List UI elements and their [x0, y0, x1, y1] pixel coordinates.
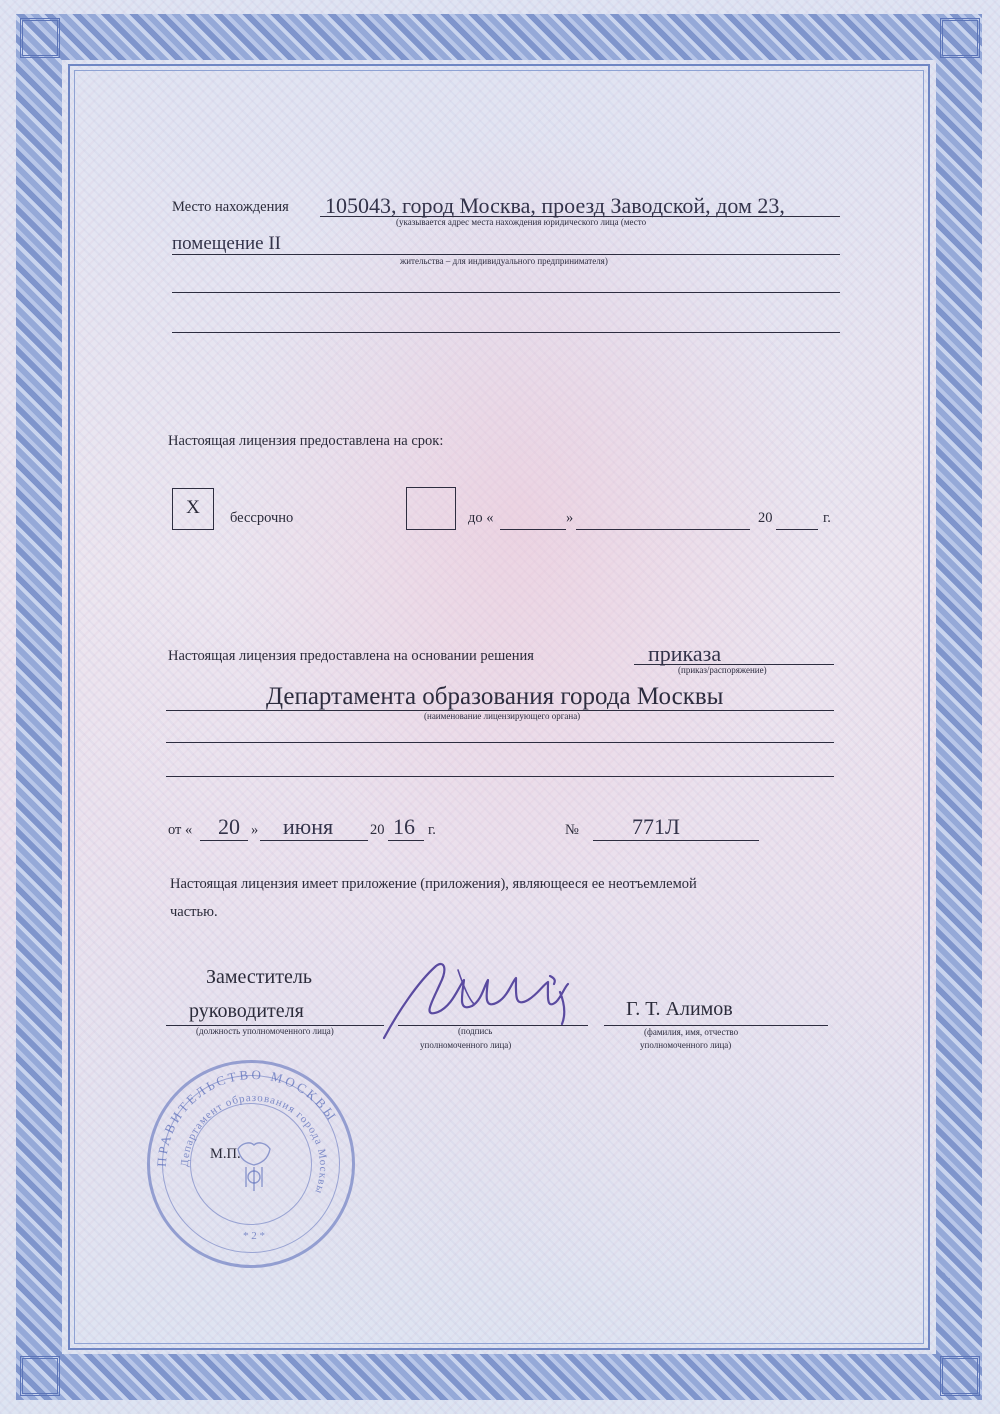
position-line2: руководителя	[189, 1000, 304, 1022]
corner-ornament-tl	[20, 18, 60, 58]
name-underline	[604, 1025, 828, 1026]
location-value-line2: помещение II	[172, 233, 281, 254]
corner-ornament-bl	[20, 1356, 60, 1396]
stamp-number-text: * 2 *	[243, 1230, 265, 1242]
stamp-outer-text: ПРАВИТЕЛЬСТВО МОСКВЫ	[153, 1066, 341, 1168]
term-day-underline	[500, 529, 566, 530]
term-year-suffix: г.	[823, 510, 831, 526]
basis-authority: Департамента образования города Москвы	[266, 683, 724, 710]
date-prefix: от «	[168, 822, 193, 838]
location-label: Место нахождения	[172, 199, 289, 215]
date-quote-close: »	[251, 822, 259, 838]
term-year-prefix: 20	[758, 510, 773, 526]
stamp-inner-text: Департамент образования города Москвы	[178, 1091, 330, 1196]
stamp-text-art	[150, 1063, 358, 1271]
official-stamp	[147, 1060, 355, 1268]
number-label: №	[565, 822, 579, 838]
appendix-line2: частью.	[170, 904, 218, 920]
signature-caption-2: уполномоченного лица)	[420, 1040, 512, 1050]
basis-authority-caption: (наименование лицензирующего органа)	[424, 711, 581, 721]
stamp-mp-label: М.П.	[210, 1146, 241, 1162]
location-underline-2	[172, 254, 840, 255]
term-unlimited-checkbox: X	[172, 488, 214, 530]
basis-label: Настоящая лицензия предоставлена на основании решения	[168, 648, 534, 664]
term-unlimited-label: бессрочно	[230, 510, 294, 526]
date-month: июня	[283, 814, 334, 839]
signatory-name: Г. Т. Алимов	[626, 998, 733, 1020]
signature-caption-1: (подпись	[458, 1026, 493, 1036]
basis-decision-caption: (приказ/распоряжение)	[678, 665, 767, 675]
location-caption-2: жительства – для индивидуального предпринимателя)	[400, 256, 608, 266]
number-underline	[593, 840, 759, 841]
corner-ornament-tr	[940, 18, 980, 58]
location-value-line1: 105043, город Москва, проезд Заводской, дом 23,	[325, 193, 785, 218]
basis-underline-3	[166, 776, 834, 777]
date-day-underline	[200, 840, 248, 841]
stamp-emblem-icon	[238, 1143, 270, 1191]
term-year-underline	[776, 529, 818, 530]
date-year-end: г.	[428, 822, 436, 838]
date-year-prefix: 20	[370, 822, 385, 838]
location-caption-1: (указывается адрес места нахождения юридического лица (место	[396, 217, 647, 227]
signature-underline	[398, 1025, 588, 1026]
corner-ornament-br	[940, 1356, 980, 1396]
term-label: Настоящая лицензия предоставлена на срок:	[168, 433, 444, 449]
date-year-suffix: 16	[393, 814, 415, 839]
basis-decision-type: приказа	[648, 641, 722, 666]
name-caption-1: (фамилия, имя, отчество	[644, 1027, 739, 1037]
date-year-underline	[388, 840, 424, 841]
appendix-line1: Настоящая лицензия имеет приложение (приложения), являющееся ее неотъемлемой	[170, 876, 697, 892]
position-caption: (должность уполномоченного лица)	[196, 1026, 334, 1036]
date-day: 20	[218, 814, 240, 839]
license-number: 771Л	[632, 814, 680, 839]
location-underline-3	[172, 292, 840, 293]
term-dated-checkbox	[406, 487, 456, 530]
term-month-underline	[576, 529, 750, 530]
term-dated-quote-close: »	[566, 510, 574, 526]
date-month-underline	[260, 840, 368, 841]
term-dated-prefix: до «	[468, 510, 494, 526]
basis-underline-2	[166, 742, 834, 743]
name-caption-2: уполномоченного лица)	[640, 1040, 732, 1050]
position-line1: Заместитель	[206, 966, 312, 988]
location-underline-4	[172, 332, 840, 333]
